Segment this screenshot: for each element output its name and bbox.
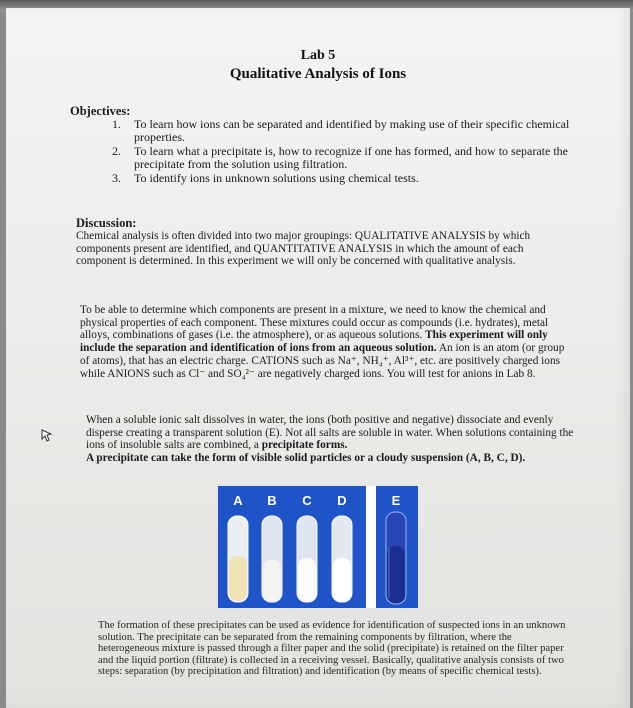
- tube-label: A: [233, 493, 243, 508]
- discussion-paragraph-1: Chemical analysis is often divided into two major groupings: QUALITATIVE ANALYSIS by which components present are identified, and QUANTITATIVE ANALYSIS in which the amount of each component is determined. In this experiment we will only be concerned with qualitative analysis.: [76, 230, 531, 268]
- tube-label: B: [267, 493, 277, 508]
- paragraph-2-text-b: An ion is an atom (or group of atoms), that has an electric charge. CATIONS such as Na⁺, NH₄⁺, Al³⁺, etc. are positively charged ions while ANIONS such as Cl⁻ and SO₄²⁻ are negatively charged ions. You will test for anions in Lab 8.: [80, 342, 565, 380]
- lab-title: Qualitative Analysis of Ions: [229, 66, 407, 82]
- objective-item: [112, 118, 572, 144]
- document-content: [6, 8, 630, 708]
- closing-paragraph: The formation of these precipitates can be used as evidence for identification of suspected ions in an unknown solution. The precipitate can be separated from the remaining components by filtration, where the heterogeneous mixture is passed through a filter paper and the solid (precipitate) is retained on the filter paper and the liquid portion (filtrate) is collected in a receiving vessel. Basically, qualitative analysis consists of two steps: separation (by precipitation and filtration) and identification (by means of specific chemical tests).: [98, 620, 566, 678]
- mouse-cursor-icon: [40, 428, 54, 442]
- test-tubes-photo: [218, 486, 418, 608]
- document-page: [6, 8, 630, 708]
- tube-label: E: [391, 493, 401, 508]
- objective-text: To learn how ions can be separated and identified by making use of their specific chemical properties.: [134, 117, 570, 144]
- objective-item: [112, 172, 572, 185]
- objective-text: To learn what a precipitate is, how to recognize if one has formed, and how to separate the precipitate from the solution using filtration.: [134, 144, 568, 171]
- tube-label: D: [337, 493, 347, 508]
- paragraph-2-text-a: To be able to determine which components are present in a mixture, we need to know the chemical and physical properties of each component. These mixtures could occur as compounds (i.e. hydrates), metal alloys, combinations of gases (i.e. the atmosphere), or as aqueous solutions.: [80, 304, 549, 342]
- objective-text: To identify ions in unknown solutions using chemical tests.: [134, 171, 419, 185]
- discussion-heading: Discussion:: [76, 216, 137, 230]
- paragraph-2-bold: This experiment will only include the separation and identification of ions from an aqueous solution.: [80, 329, 548, 355]
- tube-label: C: [302, 493, 312, 508]
- lab-number: Lab 5: [300, 48, 336, 63]
- discussion-paragraph-2: [80, 304, 576, 380]
- paragraph-3-bold-line: A precipitate can take the form of visible solid particles or a cloudy suspension (A, B, C, D).: [86, 452, 526, 465]
- objectives-list: [112, 118, 572, 186]
- objective-number: 3.: [112, 171, 121, 185]
- objectives-heading: Objectives:: [70, 104, 131, 118]
- objective-item: [112, 145, 572, 171]
- discussion-paragraph-3: [86, 414, 580, 465]
- paragraph-3-text-a: When a soluble ionic salt dissolves in water, the ions (both positive and negative) dissociate and evenly disperse creating a transparent solution (E). Not all salts are soluble in water. When solutions containing the ions of insoluble salts are combined, a: [86, 414, 574, 452]
- paragraph-3-bold: precipitate forms.: [261, 439, 348, 452]
- objective-number: 1.: [112, 117, 121, 131]
- objective-number: 2.: [112, 144, 121, 158]
